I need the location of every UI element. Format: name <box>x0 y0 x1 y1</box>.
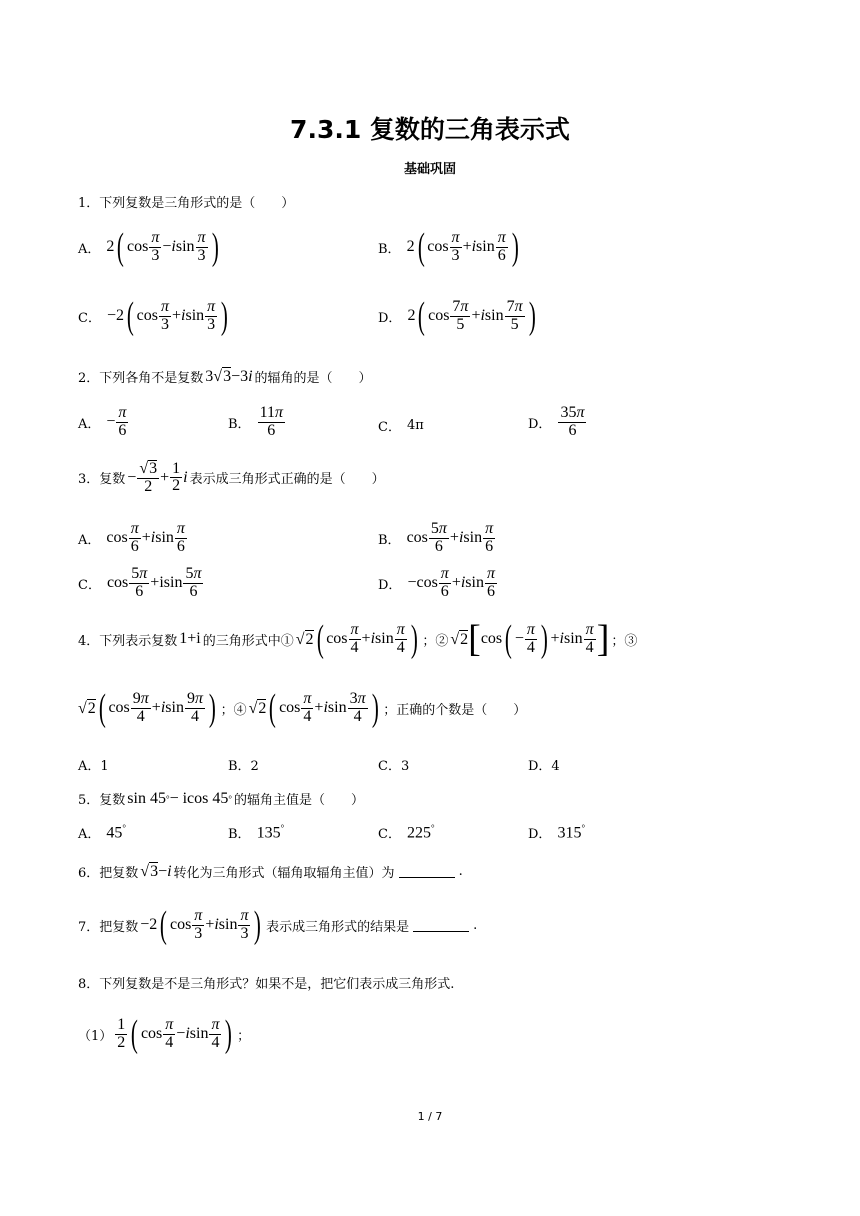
question-5-option-b[interactable] <box>228 823 284 842</box>
option-label: C． <box>78 310 101 326</box>
option-label: C． <box>378 827 401 843</box>
option-label: B． <box>228 416 251 432</box>
stem-text: 的辐角主值是（ ） <box>233 793 364 808</box>
question-3-option-b[interactable] <box>378 521 496 556</box>
option-label: C． <box>378 420 401 435</box>
option-value: 4π <box>406 418 424 433</box>
question-8-subquestion-1 <box>78 1015 250 1053</box>
question-4-option-c[interactable] <box>378 755 409 774</box>
formula: −2 ( cos $\frac{\pi}{3}$ + i sin $\frac{\pi}{3}$ ) <box>106 295 228 337</box>
formula: 3 √ 3 −3 i <box>205 367 253 385</box>
stem-text: 表示成三角形式的结果是 <box>266 919 410 935</box>
formula: 1+i <box>179 630 201 647</box>
stem-text: ； <box>237 1028 251 1044</box>
question-5-option-a[interactable] <box>78 823 126 842</box>
stem-text: 6．把复数 <box>78 866 139 881</box>
subquestion-label: （1） <box>78 1028 113 1044</box>
question-5-stem <box>78 789 364 808</box>
stem-text: . <box>458 864 463 879</box>
option-label: C． <box>78 577 101 593</box>
option-label: A． <box>78 416 101 432</box>
question-3-option-c[interactable] <box>78 566 204 601</box>
option-label: B． <box>228 827 251 843</box>
stem-text: ；正确的个数是（ ） <box>383 702 527 718</box>
option-label: D．4 <box>528 759 560 774</box>
stem-text: 3．复数 <box>78 472 126 488</box>
stem-text: ；② <box>422 633 449 649</box>
formula: 2 ( cos $\frac{7\pi}{5}$ + i sin $\frac{7\pi}{5}$ ) <box>407 295 536 337</box>
question-1-option-a[interactable] <box>78 228 221 266</box>
question-1-option-b[interactable] <box>378 228 521 266</box>
question-1-option-c[interactable] <box>78 297 231 335</box>
question-5-option-d[interactable] <box>528 823 585 842</box>
question-2-option-d[interactable] <box>528 405 587 440</box>
page-number: 1 / 7 <box>417 1110 443 1123</box>
question-1-option-d[interactable] <box>378 297 538 335</box>
option-label: D． <box>378 577 402 593</box>
formula: $\frac{11\pi}{6}$ <box>259 404 283 439</box>
question-3-option-a[interactable] <box>78 521 188 556</box>
question-2-stem <box>78 367 372 386</box>
option-label: A． <box>78 241 101 257</box>
option-label: A． <box>78 532 101 548</box>
option-value: 315° <box>557 823 586 842</box>
option-label: B． <box>378 241 401 257</box>
question-8-stem: 8．下列复数是不是三角形式？如果不是，把它们表示成三角形式. <box>78 977 455 992</box>
option-value: 45° <box>106 823 126 842</box>
formula: 2 ( cos $\frac{\pi}{3}$ − i sin $\frac{\pi}{3}$ ) <box>106 226 219 268</box>
question-4-option-a[interactable] <box>78 755 109 774</box>
question-3-option-d[interactable] <box>378 566 498 601</box>
option-label: D． <box>528 416 552 432</box>
question-3-stem <box>78 460 385 496</box>
stem-text: 表示成三角形式正确的是（ ） <box>189 472 385 488</box>
formula: √ 2 ( cos $\frac{\pi}{4}$ + i sin $\frac{3\pi}{4}$ ) <box>248 687 379 729</box>
option-value: 225° <box>406 823 435 842</box>
formula: $\frac{35\pi}{6}$ <box>560 404 585 439</box>
formula: √ 2 [ cos ( − $\frac{\pi}{4}$ ) + i sin $\frac{\pi}{4}$ ] <box>450 618 610 660</box>
formula: √ 2 ( cos $\frac{\pi}{4}$ + i sin $\frac{\pi}{4}$ ) <box>295 618 418 660</box>
formula: − $\frac{\pi}{6}$ <box>106 404 127 439</box>
formula: −cos $\frac{\pi}{6}$ + i sin $\frac{\pi}{6}$ <box>407 565 495 600</box>
stem-text: 的三角形式中① <box>202 633 294 649</box>
question-4-stem-line-1 <box>78 620 637 658</box>
option-label: B．2 <box>228 759 259 774</box>
formula: √ 2 ( cos $\frac{9\pi}{4}$ + i sin $\frac{9\pi}{4}$ ) <box>78 687 216 729</box>
stem-text: 转化为三角形式（辐角取辐角主值）为 <box>173 866 395 881</box>
stem-text: ；④ <box>220 702 247 718</box>
question-4-option-d[interactable] <box>528 755 560 774</box>
section-subtitle: 基础巩固 <box>403 162 456 177</box>
page-title: 7.3.1 复数的三角表示式 <box>290 115 570 144</box>
stem-text: . <box>473 917 478 933</box>
option-label: D． <box>378 310 402 326</box>
formula: −2 ( cos $\frac{\pi}{3}$ + i sin $\frac{\pi}{3}$ ) <box>140 904 262 946</box>
option-label: C．3 <box>378 759 410 774</box>
question-4-stem-line-2 <box>78 689 526 727</box>
question-5-option-c[interactable] <box>378 823 435 842</box>
option-label: D． <box>528 827 552 843</box>
formula: 2 ( cos $\frac{\pi}{3}$ + i sin $\frac{\pi}{6}$ ) <box>406 226 519 268</box>
stem-text: ；③ <box>611 633 638 649</box>
question-4-option-b[interactable] <box>228 755 259 774</box>
question-7-stem <box>78 906 477 944</box>
formula: $\frac{1}{2}$ ( cos $\frac{\pi}{4}$ − i sin $\frac{\pi}{4}$ ) <box>117 1013 233 1055</box>
question-2-option-c[interactable] <box>378 416 424 435</box>
formula: − √ 3 2 + $\frac{1}{2}$ i <box>127 459 188 495</box>
formula: cos $\frac{5\pi}{6}$ +isin $\frac{5\pi}{6}$ <box>106 565 202 600</box>
formula: sin 45 ° − icos 45 ° <box>127 789 232 807</box>
stem-text: 2．下列各角不是复数 <box>78 371 204 386</box>
stem-text: 5．复数 <box>78 793 126 808</box>
answer-blank[interactable] <box>399 865 455 878</box>
formula: cos $\frac{5\pi}{6}$ + i sin $\frac{\pi}{6}$ <box>406 520 494 555</box>
formula: cos $\frac{\pi}{6}$ + i sin $\frac{\pi}{6}$ <box>106 520 185 555</box>
answer-blank[interactable] <box>413 919 469 932</box>
question-6-stem <box>78 862 463 881</box>
question-1-stem: 1．下列复数是三角形式的是（ ） <box>78 196 295 211</box>
stem-text: 7．把复数 <box>78 919 139 935</box>
option-label: B． <box>378 532 401 548</box>
option-label: A．1 <box>78 759 109 774</box>
option-value: 135° <box>256 823 285 842</box>
option-label: A． <box>78 827 101 843</box>
stem-text: 的辐角的是（ ） <box>254 371 372 386</box>
formula: √ 3 − i <box>140 862 172 880</box>
stem-text: 4．下列表示复数 <box>78 633 178 649</box>
question-2-option-b[interactable] <box>228 405 286 440</box>
question-2-option-a[interactable] <box>78 405 129 440</box>
